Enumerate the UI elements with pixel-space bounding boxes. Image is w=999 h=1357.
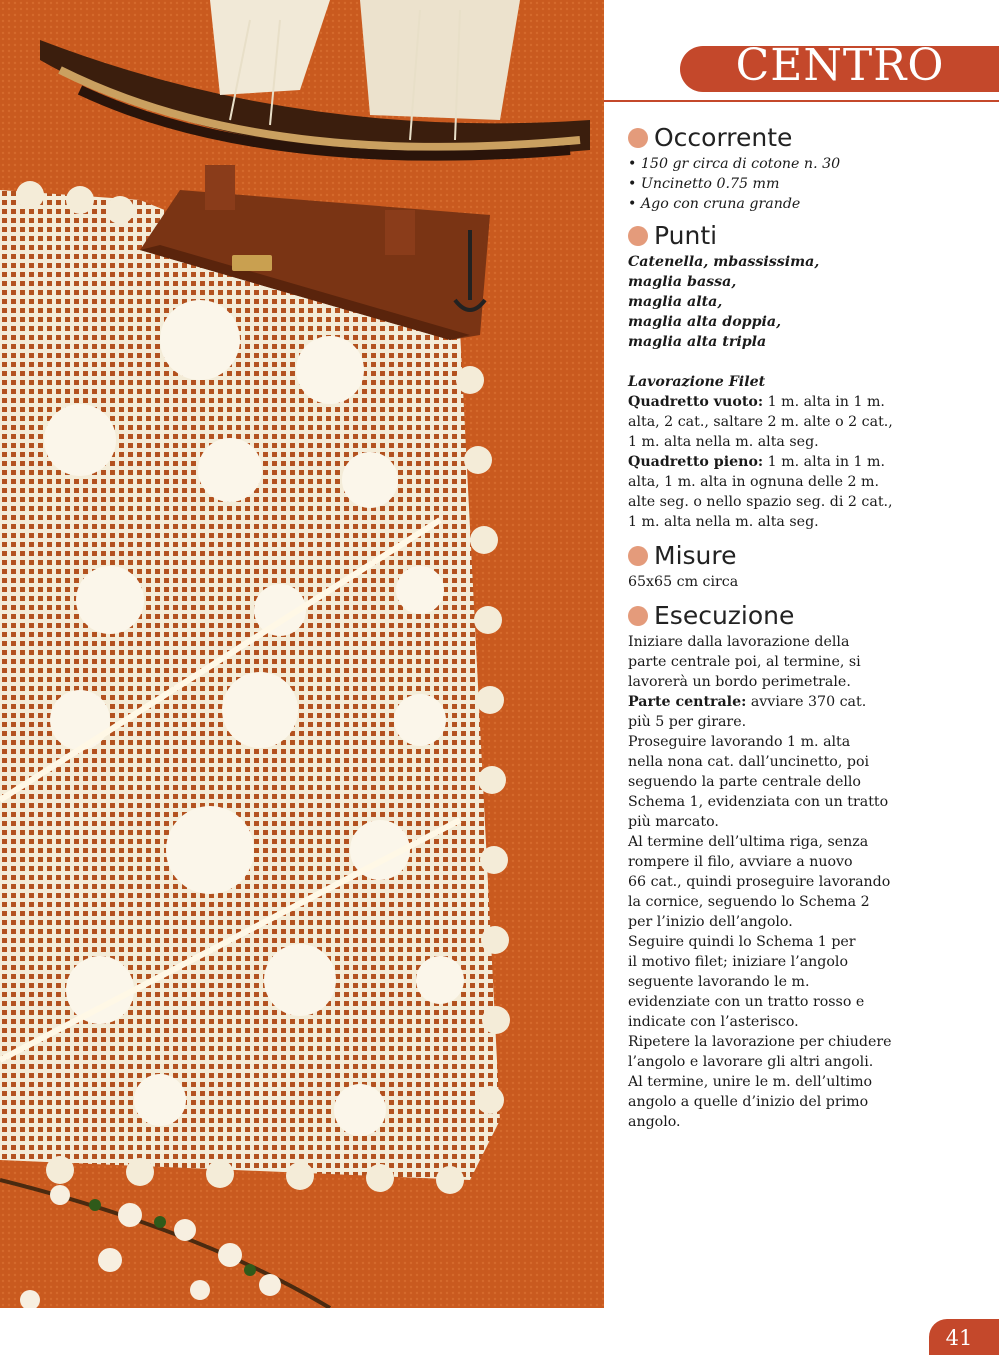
bullet-dot-icon	[628, 546, 648, 566]
execution-text: Iniziare dalla lavorazione della parte centrale poi, al termine, si lavorerà un bordo perimetrale. Parte centrale: avviare 370 cat. più 5 per girare. Proseguire lavorando 1 m. alta nella nona cat. dall’uncinetto, poi seguendo la parte centrale dello Schema 1, evidenziata con un tratto più marcato. Al termine dell’ultima riga, senza rompere il filo, avviare a nuovo 66 cat., quindi proseguire lavorando la cornice, seguendo lo Schema 2 per l’inizio dell’angolo. Seguire quindi lo Schema 1 per il motivo filet; iniziare l’angolo seguente lavorando le m. evidenziate con un tratto rosso e indicate con l’asterisco. Ripetere la lavorazione per chiudere l’angolo e lavorare gli altri angoli. Al termine, unire le m. dell’ultimo angolo a quelle d’inizio del primo angolo.	[628, 634, 892, 1130]
section-occorrente-heading: Occorrente	[628, 122, 978, 154]
parte-centrale-label: Parte centrale:	[628, 694, 747, 710]
header-rule	[604, 100, 999, 102]
section-punti-heading: Punti	[628, 220, 978, 252]
materials-list	[628, 154, 978, 214]
filet-heading: Lavorazione Filet	[628, 374, 766, 390]
bullet-dot-icon	[628, 128, 648, 148]
list-item: • Uncinetto 0.75 mm	[628, 174, 978, 194]
bullet-dot-icon	[628, 226, 648, 246]
page-title: CENTRO	[735, 40, 945, 91]
measurements-value: 65x65 cm circa	[628, 574, 739, 590]
instructions-column	[628, 122, 978, 1132]
bullet-dot-icon	[628, 606, 648, 626]
filet-pieno-label: Quadretto pieno:	[628, 454, 764, 470]
list-item: • Ago con cruna grande	[628, 194, 978, 214]
section-esecuzione-heading: Esecuzione	[628, 600, 978, 632]
stitches-list: Catenella, mbassissima, maglia bassa, maglia alta, maglia alta doppia, maglia alta tripla	[628, 254, 820, 350]
section-misure-heading: Misure	[628, 540, 978, 572]
filet-instructions: Lavorazione Filet Quadretto vuoto: 1 m. alta in 1 m. alta, 2 cat., saltare 2 m. alte o 2 cat., 1 m. alta nella m. alta seg. Quadretto pieno: 1 m. alta in 1 m. alta, 1 m. alta in ognuna delle 2 m. alte seg. o nello spazio seg. di 2 cat., 1 m. alta nella m. alta seg.	[628, 372, 978, 532]
filet-vuoto-label: Quadretto vuoto:	[628, 394, 764, 410]
page-number: 41	[945, 1326, 973, 1350]
list-item: • 150 gr circa di cotone n. 30	[628, 154, 978, 174]
